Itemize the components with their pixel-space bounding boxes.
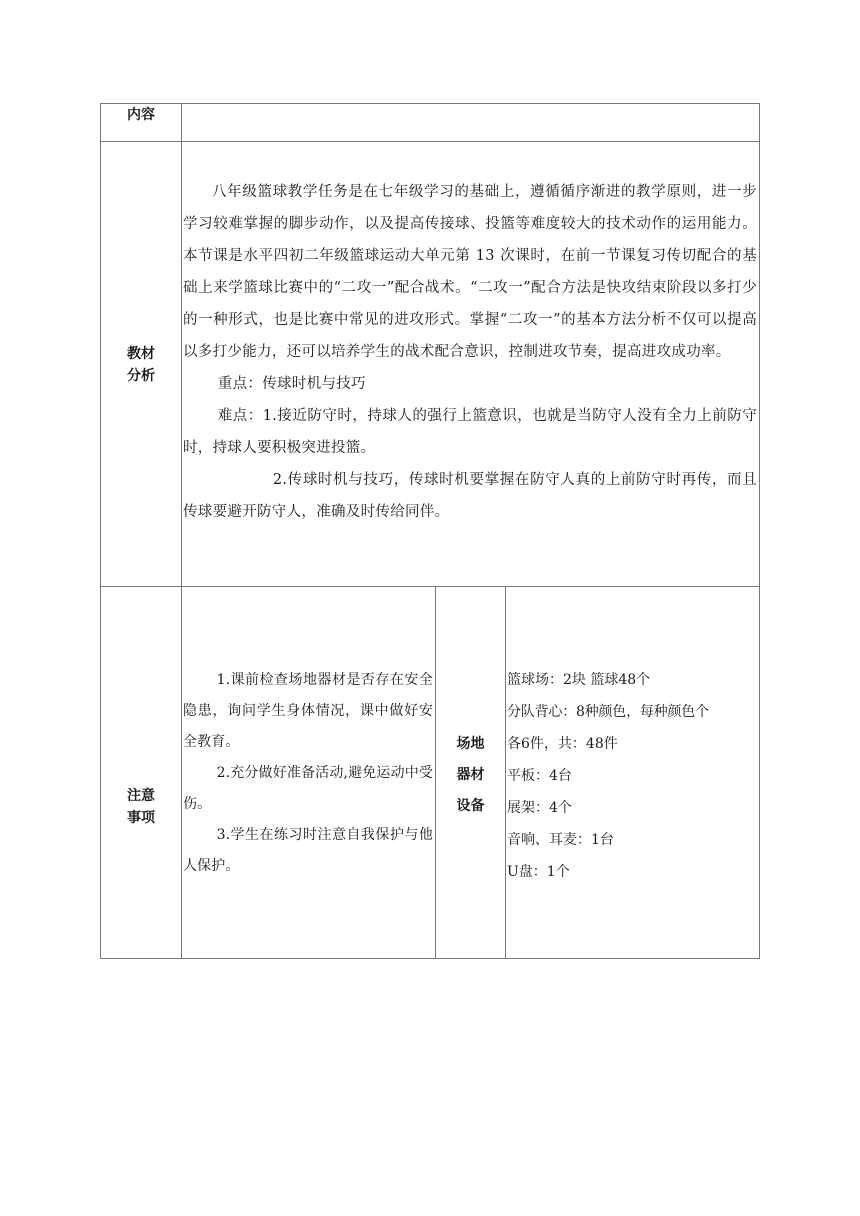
equipment-item: 展架：4个 [507, 800, 572, 816]
notes-content [183, 665, 433, 882]
material-analysis-label-line2: 分析 [127, 368, 155, 384]
content-label [101, 104, 181, 126]
note-item-2: 2.充分做好准备活动,避免运动中受伤。 [183, 765, 433, 812]
label-column-divider [181, 103, 182, 959]
row-divider-1 [100, 141, 760, 142]
material-analysis-label-line1: 教材 [127, 346, 155, 362]
equipment-label-line1: 场地 [456, 736, 485, 752]
notes-label-line1: 注意 [127, 788, 155, 804]
content-label-text: 内容 [127, 107, 155, 123]
table-border-left [100, 103, 101, 959]
key-point: 重点：传球时机与技巧 [217, 376, 366, 392]
row-divider-2 [100, 586, 760, 587]
content-value [182, 104, 759, 141]
table-border-right [759, 103, 760, 959]
equipment-item: 音响、耳麦：1台 [507, 832, 614, 848]
equipment-label-line3: 设备 [456, 798, 485, 814]
notes-label-line2: 事项 [127, 810, 155, 826]
equipment-item: U盘：1个 [507, 864, 570, 880]
equipment-item: 各6件，共：48件 [507, 736, 618, 752]
equipment-item: 分队背心：8种颜色，每种颜色个 [507, 704, 709, 720]
equipment-label-divider [505, 586, 506, 959]
equipment-label-line2: 器材 [456, 767, 485, 783]
material-analysis-label [101, 343, 181, 387]
equipment-list [507, 664, 759, 888]
note-item-3: 3.学生在练习时注意自我保护与他人保护。 [183, 827, 433, 874]
notes-label [101, 785, 181, 829]
analysis-paragraph: 八年级篮球教学任务是在七年级学习的基础上，遵循循序渐进的教学原则，进一步学习较难掌握的脚步动作，以及提高传接球、投篮等难度较大的技术动作的运用能力。本节课是水平四初二年级篮球运动大单元第 13 次课时，在前一节课复习传切配合的基础上来学篮球比赛中的“二攻一”配合战术。“二攻一”配合方法是快攻结束阶段以多打少的一种形式，也是比赛中常见的进攻形式。掌握“二攻一”的基本方法分析不仅可以提高以多打少能力，还可以培养学生的战术配合意识，控制进攻节奏，提高进攻成功率。 [183, 184, 757, 360]
difficulty-2: 2.传球时机与技巧，传球时机要掌握在防守人真的上前防守时再传，而且传球要避开防守人，准确及时传给同伴。 [183, 472, 757, 520]
equipment-item: 平板：4台 [507, 768, 572, 784]
material-analysis-content [183, 176, 757, 528]
difficulty-1: 难点：1.接近防守时，持球人的强行上篮意识，也就是当防守人没有全力上前防守时，持球人要积极突进投篮。 [183, 408, 757, 456]
table-border-bottom [100, 958, 760, 959]
note-item-1: 1.课前检查场地器材是否存在安全隐患，询问学生身体情况，课中做好安全教育。 [183, 672, 433, 750]
equipment-item: 篮球场：2块 篮球48个 [507, 672, 651, 688]
equipment-label [436, 729, 505, 822]
